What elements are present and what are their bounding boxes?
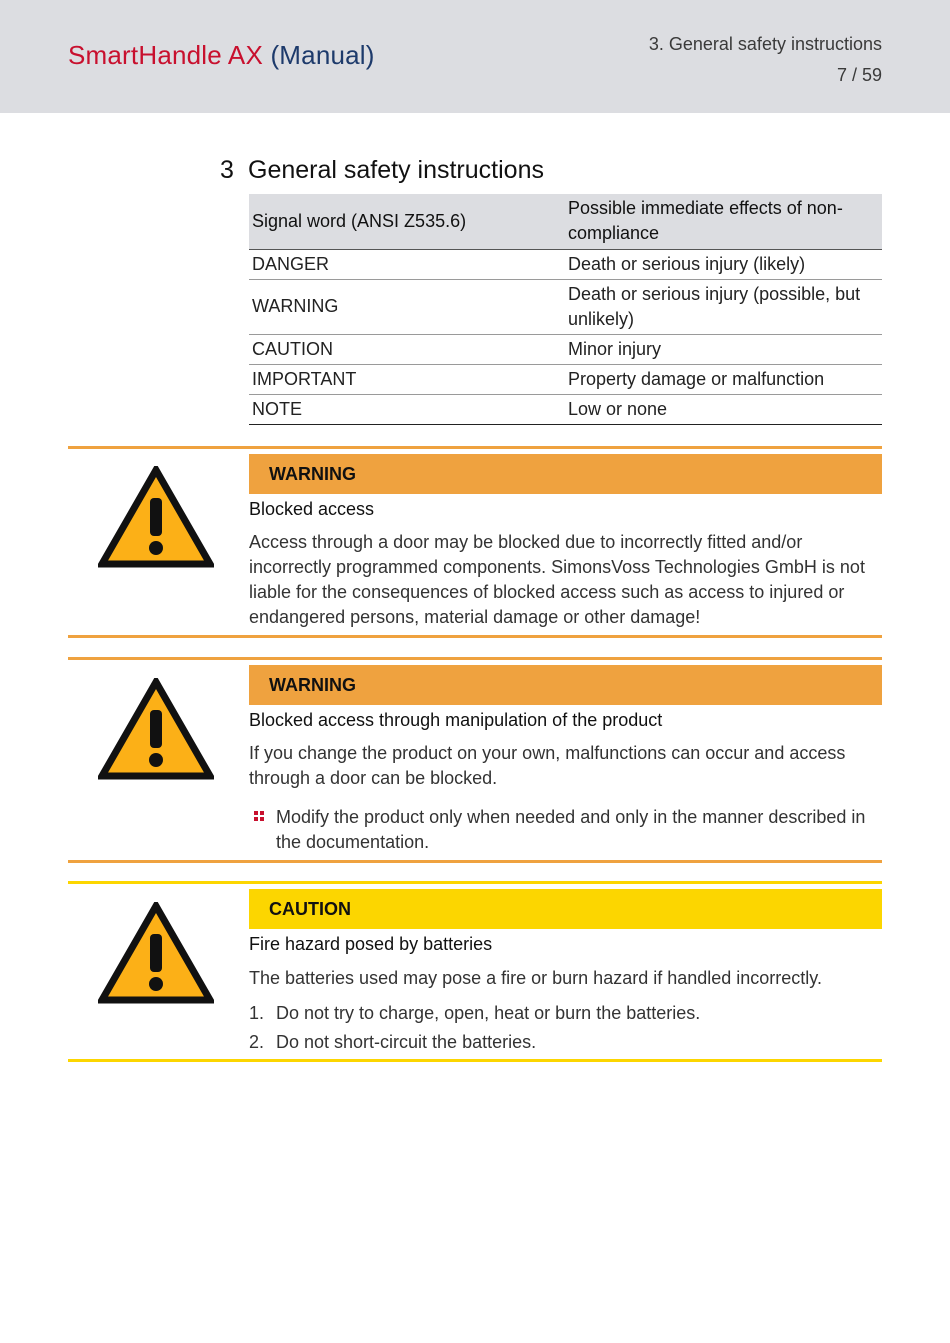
notice-top-rule: [68, 881, 882, 884]
notice-bottom-rule: [68, 1059, 882, 1062]
notice-bottom-rule: [68, 860, 882, 863]
notice-title: Fire hazard posed by batteries: [249, 934, 493, 954]
notice-title: Blocked access through manipulation of the product: [249, 710, 663, 730]
notice-signal-bar: WARNING: [249, 665, 882, 705]
warning-triangle-icon: [98, 466, 214, 568]
table-row: [249, 249, 882, 279]
table-row: [249, 279, 882, 334]
signal-word-table: [249, 194, 882, 425]
page-number: 7 / 59: [836, 65, 882, 85]
table-cell: Property damage or malfunction: [565, 364, 882, 394]
table-cell: WARNING: [249, 279, 565, 334]
table-cell: CAUTION: [249, 334, 565, 364]
brand-sub: (Manual): [270, 40, 375, 70]
table-cell: Death or serious injury (possible, but unlikely): [565, 279, 882, 334]
notice-signal-bar: CAUTION: [249, 889, 882, 929]
section-title: General safety instructions: [248, 156, 544, 184]
notice-bottom-rule: [68, 635, 882, 638]
step-number: 2.: [249, 1032, 265, 1052]
list-item: [249, 1030, 882, 1055]
table-cell: IMPORTANT: [249, 364, 565, 394]
notice-title: Blocked access: [249, 499, 375, 519]
notice-top-rule: [68, 657, 882, 660]
notice-top-rule: [68, 446, 882, 449]
table-row: [249, 364, 882, 394]
list-item: [249, 805, 882, 855]
table-row: [249, 334, 882, 364]
warning-triangle-icon: [98, 678, 214, 780]
warning-notice: [68, 657, 882, 865]
table-header-row: [249, 194, 882, 249]
table-cell: Death or serious injury (likely): [565, 249, 882, 279]
table-cell: NOTE: [249, 394, 565, 424]
notice-signal-bar: WARNING: [249, 454, 882, 494]
table-row: [249, 394, 882, 424]
notice-text: Access through a door may be blocked due to incorrectly fitted and/or incorrectly programmed components. SimonsVoss Technologies GmbH is not liable for the consequences of blocked access such as access to injured or endangered persons, material damage or other damage!: [249, 532, 865, 627]
bullet-icon: [254, 811, 265, 822]
notice-text: The batteries used may pose a fire or burn hazard if handled incorrectly.: [249, 968, 822, 988]
section-number: 3: [220, 156, 234, 184]
table-cell: Low or none: [565, 394, 882, 424]
header-right: [649, 29, 882, 91]
page-header: [0, 0, 950, 113]
step-number: 1.: [249, 1003, 265, 1023]
warning-triangle-icon: [98, 902, 214, 1004]
warning-notice: [68, 446, 882, 640]
bullet-text: Modify the product only when needed and only in the manner described in the documentation.: [276, 807, 866, 852]
table-cell: Minor injury: [565, 334, 882, 364]
table-cell: DANGER: [249, 249, 565, 279]
step-text: Do not try to charge, open, heat or burn the batteries.: [276, 1003, 701, 1023]
brand-title: [68, 40, 375, 71]
brand-main: SmartHandle AX: [68, 40, 264, 70]
step-text: Do not short-circuit the batteries.: [276, 1032, 537, 1052]
table-header-cell: Signal word (ANSI Z535.6): [249, 194, 565, 249]
list-item: [249, 1001, 882, 1026]
notice-text: If you change the product on your own, malfunctions can occur and access through a door can be blocked.: [249, 743, 846, 788]
section-heading: [220, 156, 544, 185]
header-section: 3. General safety instructions: [648, 34, 882, 54]
table-header-cell: Possible immediate effects of non-compliance: [565, 194, 882, 249]
caution-notice: [68, 881, 882, 1065]
